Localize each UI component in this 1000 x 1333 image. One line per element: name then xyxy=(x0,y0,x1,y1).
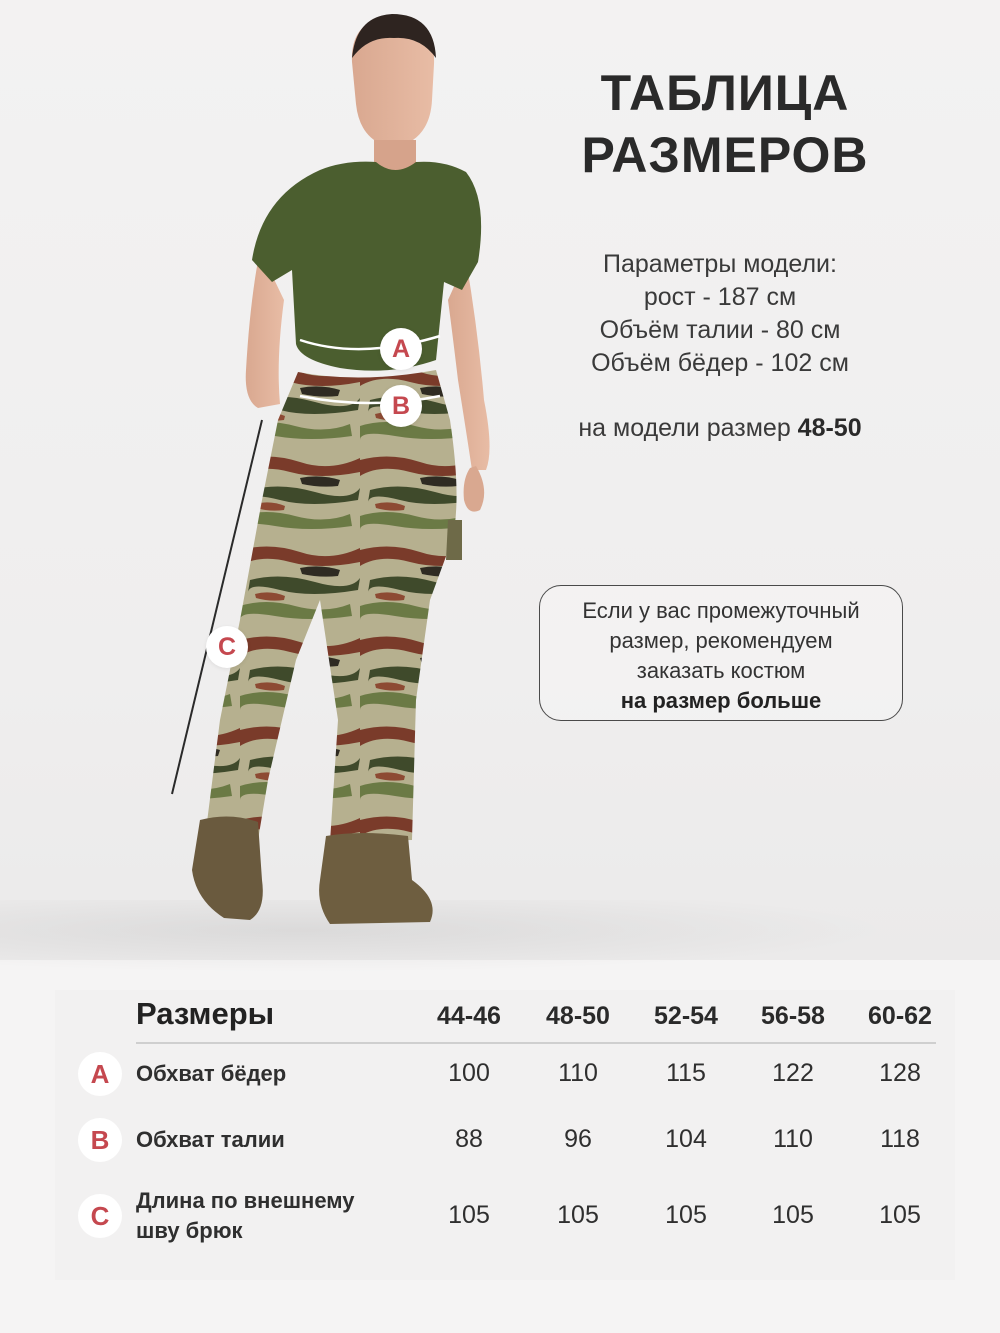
size-column-header: 56-58 xyxy=(761,1002,825,1030)
size-table-header-label: Размеры xyxy=(136,996,275,1031)
table-cell: 105 xyxy=(448,1201,490,1229)
table-cell: 122 xyxy=(772,1059,814,1087)
note-line-2: размер, рекомендуем xyxy=(609,628,833,653)
table-cell: 96 xyxy=(564,1125,592,1153)
row-a-label: Обхват бёдер xyxy=(136,1061,287,1086)
note-line-3: заказать костюм xyxy=(636,658,806,683)
row-c-label-line-2: шву брюк xyxy=(136,1218,243,1243)
row-b-label: Обхват талии xyxy=(136,1127,285,1152)
table-cell: 88 xyxy=(455,1125,483,1153)
params-waist: Объём талии - 80 см xyxy=(599,316,841,344)
marker-c-badge: C xyxy=(206,626,248,668)
params-heading: Параметры модели: xyxy=(603,250,837,278)
table-cell: 110 xyxy=(558,1059,598,1087)
size-column-header: 52-54 xyxy=(654,1002,718,1030)
row-b-badge: B xyxy=(78,1118,122,1162)
row-c-badge: C xyxy=(78,1194,122,1238)
table-cell: 115 xyxy=(666,1059,706,1087)
tshirt xyxy=(252,162,481,371)
table-cell: 128 xyxy=(879,1059,921,1087)
params-hips: Объём бёдер - 102 см xyxy=(591,349,849,377)
note-line-4: на размер больше xyxy=(620,688,822,713)
on-model-size-value: 48-50 xyxy=(797,414,862,442)
left-arm xyxy=(448,260,490,470)
model-params xyxy=(540,248,900,380)
table-cell: 105 xyxy=(772,1201,814,1229)
table-cell: 110 xyxy=(773,1125,813,1153)
camo-trousers xyxy=(206,370,457,842)
title-line-1: ТАБЛИЦА xyxy=(600,65,850,121)
note-line-1: Если у вас промежуточный xyxy=(582,598,860,623)
table-cell: 100 xyxy=(448,1059,490,1087)
left-hand xyxy=(464,466,485,512)
table-cell: 104 xyxy=(665,1125,707,1153)
table-divider xyxy=(136,1042,936,1044)
title-line-2: РАЗМЕРОВ xyxy=(581,127,869,183)
row-c-label-line-1: Длина по внешнему xyxy=(136,1188,355,1213)
table-cell: 118 xyxy=(880,1125,920,1153)
table-cell: 105 xyxy=(557,1201,599,1229)
size-recommendation-note xyxy=(539,585,903,721)
right-boot xyxy=(192,816,263,920)
size-column-header: 44-46 xyxy=(437,1002,501,1030)
row-c-label xyxy=(136,1186,355,1246)
size-column-header: 48-50 xyxy=(546,1002,610,1030)
marker-b-badge: B xyxy=(380,385,422,427)
marker-a-badge: A xyxy=(380,328,422,370)
table-cell: 105 xyxy=(665,1201,707,1229)
page-title xyxy=(560,62,890,186)
left-boot xyxy=(319,833,433,924)
on-model-prefix: на модели размер xyxy=(578,414,798,442)
on-model-size xyxy=(520,414,920,443)
params-height: рост - 187 см xyxy=(643,283,797,311)
table-cell: 105 xyxy=(879,1201,921,1229)
cargo-pocket xyxy=(446,520,462,560)
size-column-header: 60-62 xyxy=(868,1002,932,1030)
row-a-badge: A xyxy=(78,1052,122,1096)
